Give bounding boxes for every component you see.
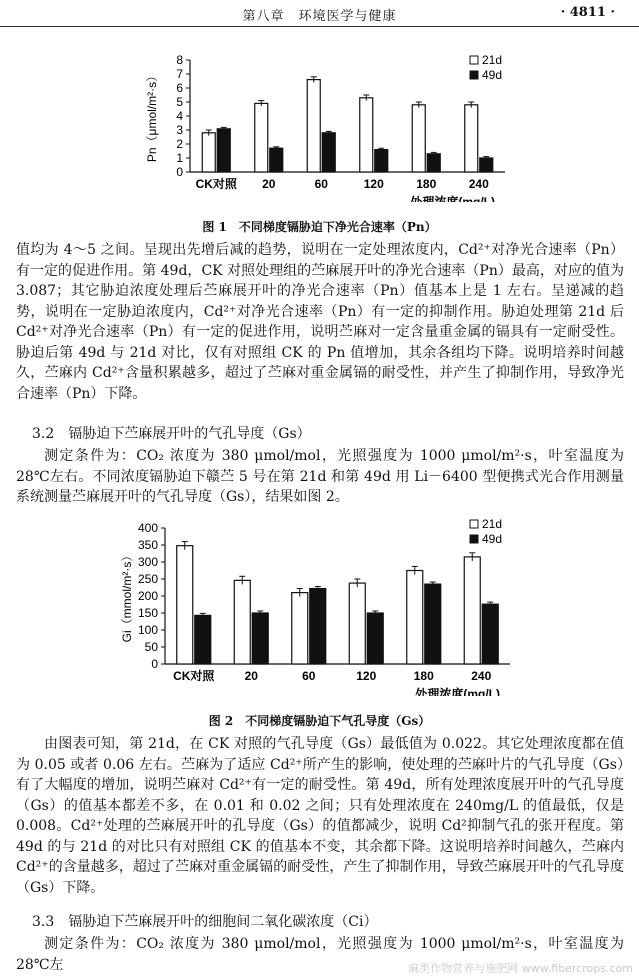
y-tick-label: 6 [176, 81, 183, 95]
bar-21d-CK对照 [177, 546, 193, 664]
paragraph-pn-results: 值均为 4～5 之间。呈现出先增后减的趋势，说明在一定处理浓度内，Cd²⁺对净光合速率（Pn）有一定的促进作用。第 49d，CK 对照处理组的苎麻展开叶的净光合速率（Pn）最高，对应的值为 3.087；其它胁迫浓度处理后苎麻展开叶的净光合速率（Pn）值基本上是 1 左右。呈递减的趋势，说明在一定胁迫浓度内，Cd²⁺对净光合速率（Pn）有一定的抑制作用。胁迫处理第 21d 后 Cd²⁺对净光合速率（Pn）有一定的促进作用，说明苎麻对一定含量重金属的镉具有一定耐受性。胁迫后第 49d 与 21d 对比，仅有对照组 CK 的 Pn 值增加，其余各组均下降。说明培养时间越久，苎麻内 Cd²⁺含量积累越多，超过了苎麻对重金属镉的耐受性，并产生了抑制作用，导致净光合速率（Pn）下降。 [16, 242, 624, 402]
y-tick-label: 0 [151, 657, 158, 671]
y-tick-label: 400 [137, 521, 158, 535]
x-tick-label: 120 [363, 177, 384, 191]
bar-21d-180 [407, 571, 423, 665]
x-tick-label: 180 [416, 177, 437, 191]
bar-21d-20 [234, 580, 250, 664]
legend-label-21d: 21d [482, 517, 503, 531]
y-tick-label: 100 [137, 623, 158, 637]
bar-49d-60 [310, 589, 326, 664]
legend-label-49d: 49d [482, 532, 503, 546]
figure-1 [0, 52, 639, 202]
bar-49d-60 [322, 133, 335, 172]
paragraph-ci-conditions: 测定条件为：CO₂ 浓度为 380 μmol/mol，光照强度为 1000 μmol/m²·s，叶室温度为 28℃左 [16, 936, 624, 973]
legend-swatch-21d [470, 520, 478, 528]
x-axis-label: 处理浓度(mg/L) [410, 195, 495, 202]
y-tick-label: 1 [176, 151, 183, 165]
page-header [0, 0, 639, 27]
y-tick-label: 8 [176, 53, 183, 67]
x-tick-label: 20 [244, 669, 258, 683]
bar-21d-60 [307, 80, 320, 172]
y-tick-label: 300 [137, 555, 158, 569]
x-tick-label: 60 [314, 177, 328, 191]
bar-49d-240 [482, 604, 498, 664]
x-tick-label: 120 [356, 669, 377, 683]
y-tick-label: 0 [176, 165, 183, 179]
page-number: · 4811 · [560, 5, 615, 20]
section-3-2-heading: 3.2 镉胁迫下苎麻展开叶的气孔导度（Gs） [32, 426, 311, 442]
legend-label-21d: 21d [482, 53, 503, 67]
bar-49d-CK对照 [217, 129, 230, 172]
y-tick-label: 5 [176, 95, 183, 109]
y-tick-label: 250 [137, 572, 158, 586]
figure-1-caption: 图 1 不同梯度镉胁迫下净光合速率（Pn） [202, 220, 437, 234]
x-tick-label: 60 [302, 669, 316, 683]
gs-bar-chart [0, 516, 639, 696]
bar-21d-60 [292, 593, 308, 664]
y-tick-label: 150 [137, 606, 158, 620]
x-tick-label: 180 [413, 669, 434, 683]
x-tick-label: 240 [471, 669, 492, 683]
bar-21d-CK对照 [202, 133, 215, 172]
section-3-3-heading: 3.3 镉胁迫下苎麻展开叶的细胞间二氧化碳浓度（Ci） [32, 914, 378, 930]
bar-49d-120 [367, 613, 383, 664]
bar-49d-120 [375, 150, 388, 172]
legend-swatch-49d [470, 535, 478, 543]
x-tick-label: 240 [468, 177, 489, 191]
bar-21d-120 [349, 583, 365, 664]
watermark: 麻类作物营养与施肥网 www.fibercrops.com [408, 962, 633, 975]
bar-21d-120 [360, 98, 373, 172]
legend-label-49d: 49d [482, 68, 503, 82]
x-tick-label: CK对照 [173, 669, 215, 683]
bar-49d-240 [480, 158, 493, 172]
x-tick-label: 20 [262, 177, 276, 191]
bar-21d-240 [464, 557, 480, 664]
legend-swatch-21d [470, 56, 478, 64]
bar-49d-20 [270, 148, 283, 172]
y-axis-label: Gi（mmol/m²·s） [120, 549, 134, 643]
y-tick-label: 350 [137, 538, 158, 552]
bar-21d-180 [412, 105, 425, 172]
bar-49d-20 [252, 613, 268, 664]
bar-49d-180 [427, 154, 440, 172]
chapter-title: 第八章 环境医学与健康 [242, 9, 397, 24]
bar-49d-180 [425, 584, 441, 664]
bar-21d-240 [465, 105, 478, 172]
y-tick-label: 200 [137, 589, 158, 603]
y-tick-label: 4 [176, 109, 183, 123]
figure-2 [0, 516, 639, 696]
x-axis-label: 处理浓度(mg/L) [415, 687, 500, 696]
y-axis-label: Pn（μmol/m²·s） [145, 69, 159, 163]
x-tick-label: CK对照 [195, 177, 237, 191]
legend-swatch-49d [470, 71, 478, 79]
y-tick-label: 7 [176, 67, 183, 81]
pn-bar-chart [0, 52, 639, 202]
y-tick-label: 2 [176, 137, 183, 151]
figure-2-caption: 图 2 不同梯度镉胁迫下气孔导度（Gs） [208, 714, 431, 728]
y-tick-label: 3 [176, 123, 183, 137]
paragraph-gs-conditions: 测定条件为：CO₂ 浓度为 380 μmol/mol，光照强度为 1000 μmol/m²·s，叶室温度为 28℃左右。不同浓度镉胁迫下赣苎 5 号在第 21d 和第 49d 用 Li－6400 型便携式光合作用测量系统测量苎麻展开叶的气孔导度（Gs），结果如图 2。 [16, 448, 624, 505]
bar-49d-CK对照 [195, 615, 211, 664]
paragraph-gs-results: 由图表可知，第 21d，在 CK 对照的气孔导度（Gs）最低值为 0.022。其它处理浓度都在值为 0.05 或者 0.06 左右。苎麻为了适应 Cd²⁺所产生的影响，使处理的苎麻叶片的气孔导度（Gs）有了大幅度的增加，说明苎麻对 Cd²⁺有一定的耐受性。第 49d，所有处理浓度展开叶的气孔导度（Gs）的值基本都差不多，在 0.01 和 0.02 之间；只有处理浓度在 240mg/L 的值最低，仅是 0.008。Cd²⁺处理的苎麻展开叶的孔导度（Gs）的值都减少，说明 Cd²抑制气孔的张开程度。第 49d 的与 21d 的对比只有对照组 CK 的值基本不变，其余都下降。这说明培养时间越久，苎麻内 Cd²⁺的含量越多，超过了苎麻对重金属镉的耐受性，产生了抑制作用，导致苎麻展开叶的气孔导度（Gs）下降。 [16, 736, 624, 896]
bar-21d-20 [255, 103, 268, 172]
y-tick-label: 50 [144, 640, 158, 654]
